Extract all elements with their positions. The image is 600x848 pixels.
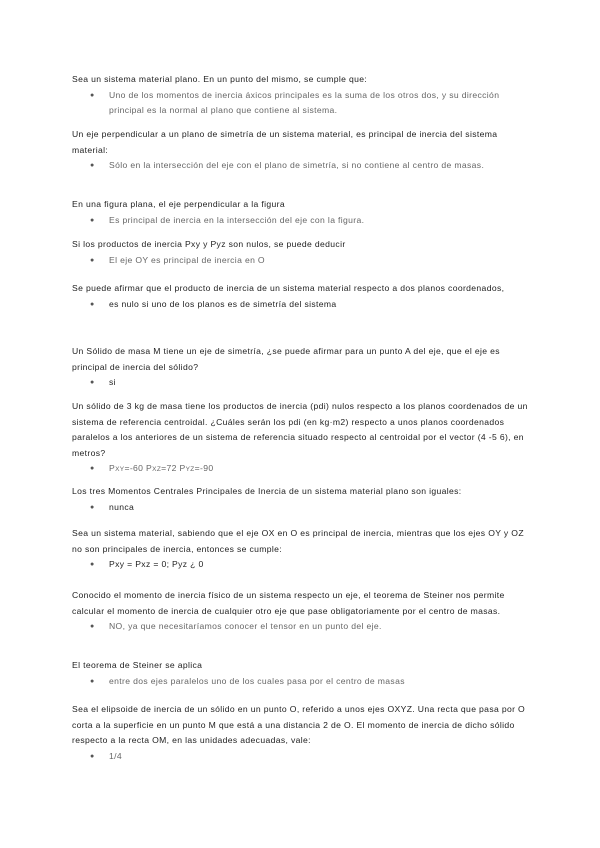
answer-item [72,749,532,765]
answer-list [72,619,532,635]
question-block-1 [72,72,532,119]
answer-item [72,297,532,313]
question-text: Un Sólido de masa M tiene un eje de simetría, ¿se puede afirmar para un punto A del eje, que el eje es principal de inercia del sólido? [72,346,500,372]
answer-item [72,557,532,573]
answer-text: NO, ya que necesitaríamos conocer el tensor en un punto del eje. [109,621,382,631]
answer-list [72,158,532,174]
answer-text: Pxy = Pxz = 0; Pyz ¿ 0 [109,559,204,569]
question-block-5 [72,281,532,312]
bullet-icon: ● [90,256,95,264]
answer-text: Uno de los momentos de inercia áxicos principales es la suma de los otros dos, y su dirección principal es la normal al plano que contiene al sistema. [109,89,500,115]
question-block-4 [72,237,532,268]
answer-item [72,88,532,119]
answer-list [72,253,532,269]
answer-text: Sólo en la intersección del eje con el plano de simetría, si no contiene al centro de masas. [109,160,485,170]
answer-item [72,253,532,269]
bullet-icon: ● [90,162,95,169]
answer-item [72,375,532,391]
bullet-icon: ● [90,91,95,99]
question-text: Sea el elipsoide de inercia de un sólido en un punto O, referido a unos ejes OXYZ. Una recta que pasa por O corta a la superficie en un punto M que está a una distancia 2 de O. El momento de inercia de dicho sólido respecto a la recta OM, en las unidades adecuadas, vale: [72,704,526,745]
answer-list [72,297,532,313]
question-block-9 [72,526,532,573]
question-block-11 [72,658,532,689]
answer-list [72,461,532,478]
answer-list [72,749,532,765]
answer-text: entre dos ejes paralelos uno de los cuales pasa por el centro de masas [109,675,405,686]
question-block-2 [72,127,532,174]
answer-text: si [109,377,116,387]
question-text: Los tres Momentos Centrales Principales de Inercia de un sistema material plano son iguales: [72,486,462,496]
bullet-icon: ● [90,623,95,630]
answer-list [72,557,532,573]
pdi-yz: PYZ=-90 [179,463,214,473]
bullet-icon: ● [90,752,95,760]
question-block-12 [72,702,532,764]
question-block-6 [72,344,532,391]
answer-text: El eje OY es principal de inercia en O [109,254,265,265]
bullet-icon: ● [90,465,95,472]
question-text: Sea un sistema material plano. En un punto del mismo, se cumple que: [72,74,368,84]
answer-item [72,674,532,690]
answer-item [72,619,532,635]
bullet-icon: ● [90,300,95,308]
bullet-icon: ● [90,503,95,511]
bullet-icon: ● [90,379,95,386]
answer-text: Es principal de inercia en la intersección del eje con la figura. [109,214,365,225]
question-block-7 [72,399,532,478]
question-block-8 [72,484,532,515]
answer-text: es nulo si uno de los planos es de simetría del sistema [109,298,337,309]
answer-list [72,500,532,516]
question-block-10 [72,588,532,635]
question-text: Se puede afirmar que el producto de inercia de un sistema material respecto a dos planos coordenados, [72,283,505,293]
answer-text: 1/4 [109,750,122,761]
answer-item [72,461,532,478]
answer-list [72,213,532,229]
pdi-xy: PXY=-60 [109,463,147,473]
bullet-icon: ● [90,216,95,224]
answer-list [72,88,532,119]
question-text: En una figura plana, el eje perpendicular a la figura [72,199,285,209]
answer-item [72,213,532,229]
answer-list [72,375,532,391]
answer-list [72,674,532,690]
answer-item [72,500,532,516]
question-text: Si los productos de inercia Pxy y Pyz son nulos, se puede deducir [72,239,346,249]
question-text: Un sólido de 3 kg de masa tiene los productos de inercia (pdi) nulos respecto a los planos coordenados de un sistema de referencia centroidal. ¿Cuáles serán los pdi (en kg·m2) respecto a unos planos coordenados paralelos a los anteriores de un sistema de referencia situado respecto al centroidal por el vector (4 -5 6), en metros? [72,401,528,458]
answer-text: nunca [109,501,135,512]
answer-item [72,158,532,174]
question-block-3 [72,197,532,228]
pdi-xz: PXZ=72 [146,463,180,473]
bullet-icon: ● [90,677,95,685]
question-text: Un eje perpendicular a un plano de simetría de un sistema material, es principal de inercia del sistema material: [72,129,498,155]
bullet-icon: ● [90,561,95,568]
question-text: Conocido el momento de inercia físico de un sistema respecto un eje, el teorema de Steiner nos permite calcular el momento de inercia de cualquier otro eje que pase obligatoriamente por el centro de masas. [72,590,505,616]
question-text: Sea un sistema material, sabiendo que el eje OX en O es principal de inercia, mientras que los ejes OY y OZ no son principales de inercia, entonces se cumple: [72,528,524,554]
question-text: El teorema de Steiner se aplica [72,660,203,670]
